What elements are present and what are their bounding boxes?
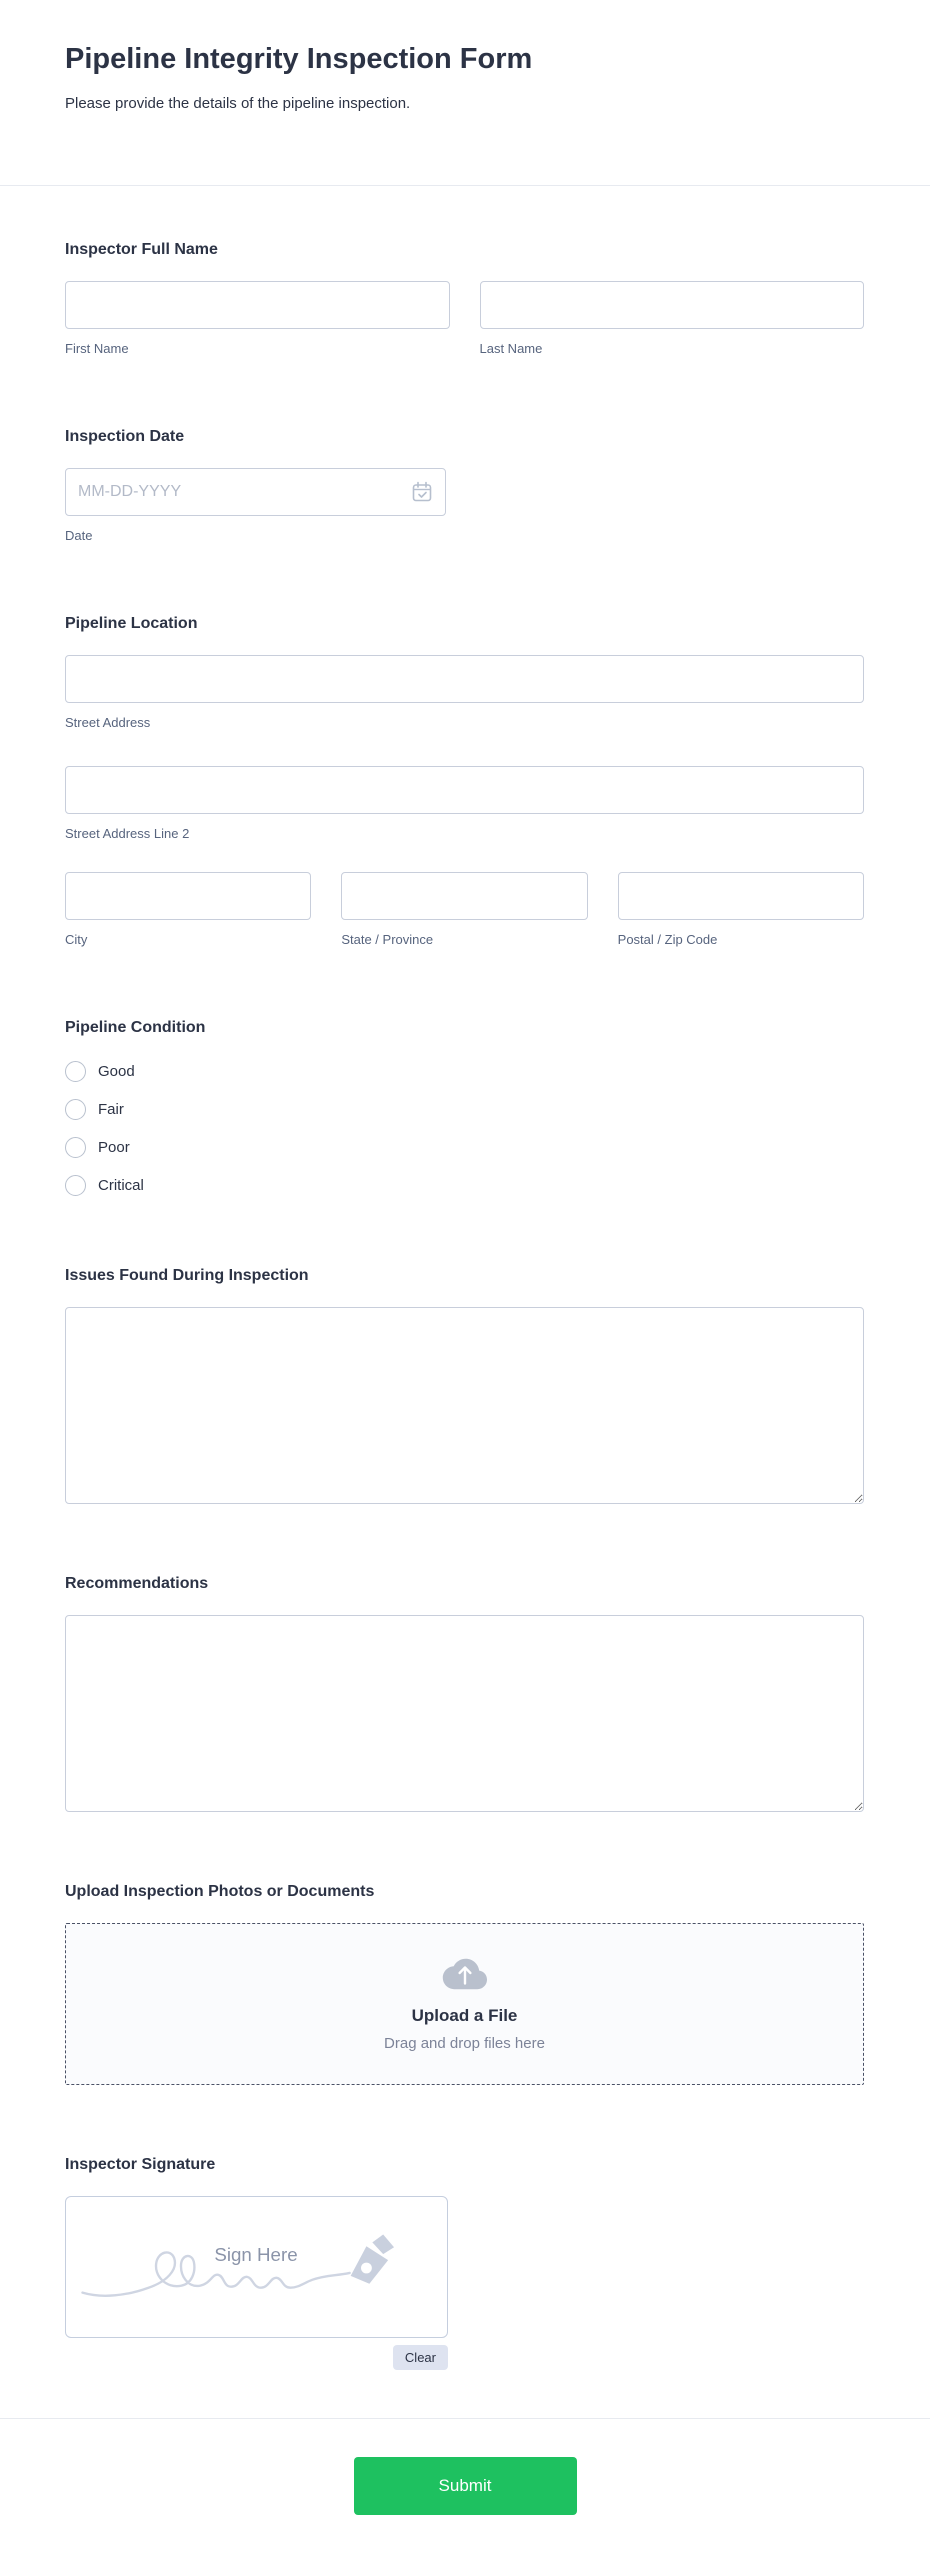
postal-zip-sublabel: Postal / Zip Code xyxy=(617,932,718,947)
submit-button[interactable]: Submit xyxy=(354,2457,577,2515)
last-name-sublabel: Last Name xyxy=(479,341,543,356)
date-input[interactable] xyxy=(65,468,446,516)
form-title: Pipeline Integrity Inspection Form xyxy=(65,43,533,75)
radio-good-label: Good xyxy=(98,1063,135,1080)
radio-poor-label: Poor xyxy=(98,1139,130,1156)
state-province-sublabel: State / Province xyxy=(341,932,434,947)
cloud-upload-icon xyxy=(441,1956,489,1992)
radio-option-poor[interactable] xyxy=(65,1137,864,1158)
field-recommendations xyxy=(65,1574,864,1812)
field-upload xyxy=(65,1882,864,2085)
pipeline-condition-label: Pipeline Condition xyxy=(65,1019,206,1036)
field-inspector-full-name xyxy=(65,240,864,357)
street-address-line2-input[interactable] xyxy=(65,766,864,814)
form-footer xyxy=(0,2419,930,2566)
pen-nib-icon xyxy=(351,2234,394,2283)
upload-button-text: Upload a File xyxy=(411,2006,518,2025)
state-province-input[interactable] xyxy=(341,872,587,920)
signature-pad[interactable] xyxy=(65,2196,448,2338)
first-name-sublabel: First Name xyxy=(65,341,129,356)
radio-critical-input[interactable] xyxy=(65,1175,86,1196)
form-subtitle: Please provide the details of the pipeline inspection. xyxy=(65,95,411,112)
radio-critical-label: Critical xyxy=(98,1177,144,1194)
field-pipeline-condition xyxy=(65,1018,864,1196)
radio-option-fair[interactable] xyxy=(65,1099,864,1120)
field-inspection-date xyxy=(65,427,864,544)
field-inspector-signature xyxy=(65,2155,864,2370)
upload-hint: Drag and drop files here xyxy=(384,2035,545,2052)
form-header xyxy=(0,0,930,186)
upload-label: Upload Inspection Photos or Documents xyxy=(65,1883,375,1900)
first-name-input[interactable] xyxy=(65,281,450,329)
full-name-label: Inspector Full Name xyxy=(65,241,218,258)
recommendations-label: Recommendations xyxy=(65,1575,209,1592)
city-input[interactable] xyxy=(65,872,311,920)
radio-option-critical[interactable] xyxy=(65,1175,864,1196)
street-address-sublabel: Street Address xyxy=(65,715,151,730)
last-name-input[interactable] xyxy=(480,281,865,329)
field-issues-found xyxy=(65,1266,864,1504)
radio-fair-label: Fair xyxy=(98,1101,124,1118)
pipeline-location-label: Pipeline Location xyxy=(65,615,198,632)
radio-poor-input[interactable] xyxy=(65,1137,86,1158)
recommendations-textarea[interactable] xyxy=(65,1615,864,1812)
sign-here-text: Sign Here xyxy=(214,2244,298,2266)
radio-good-input[interactable] xyxy=(65,1061,86,1082)
street-address-line2-sublabel: Street Address Line 2 xyxy=(65,826,190,841)
field-pipeline-location xyxy=(65,614,864,948)
city-sublabel: City xyxy=(65,932,88,947)
signature-placeholder-art xyxy=(66,2197,447,2337)
signature-clear-button[interactable]: Clear xyxy=(393,2345,448,2370)
upload-dropzone[interactable] xyxy=(65,1923,864,2085)
form-body xyxy=(0,186,930,2370)
postal-zip-input[interactable] xyxy=(618,872,864,920)
issues-found-label: Issues Found During Inspection xyxy=(65,1267,309,1284)
date-sublabel: Date xyxy=(65,528,93,543)
street-address-input[interactable] xyxy=(65,655,864,703)
issues-found-textarea[interactable] xyxy=(65,1307,864,1504)
inspector-signature-label: Inspector Signature xyxy=(65,2156,216,2173)
radio-fair-input[interactable] xyxy=(65,1099,86,1120)
radio-option-good[interactable] xyxy=(65,1061,864,1082)
inspection-date-label: Inspection Date xyxy=(65,428,185,445)
